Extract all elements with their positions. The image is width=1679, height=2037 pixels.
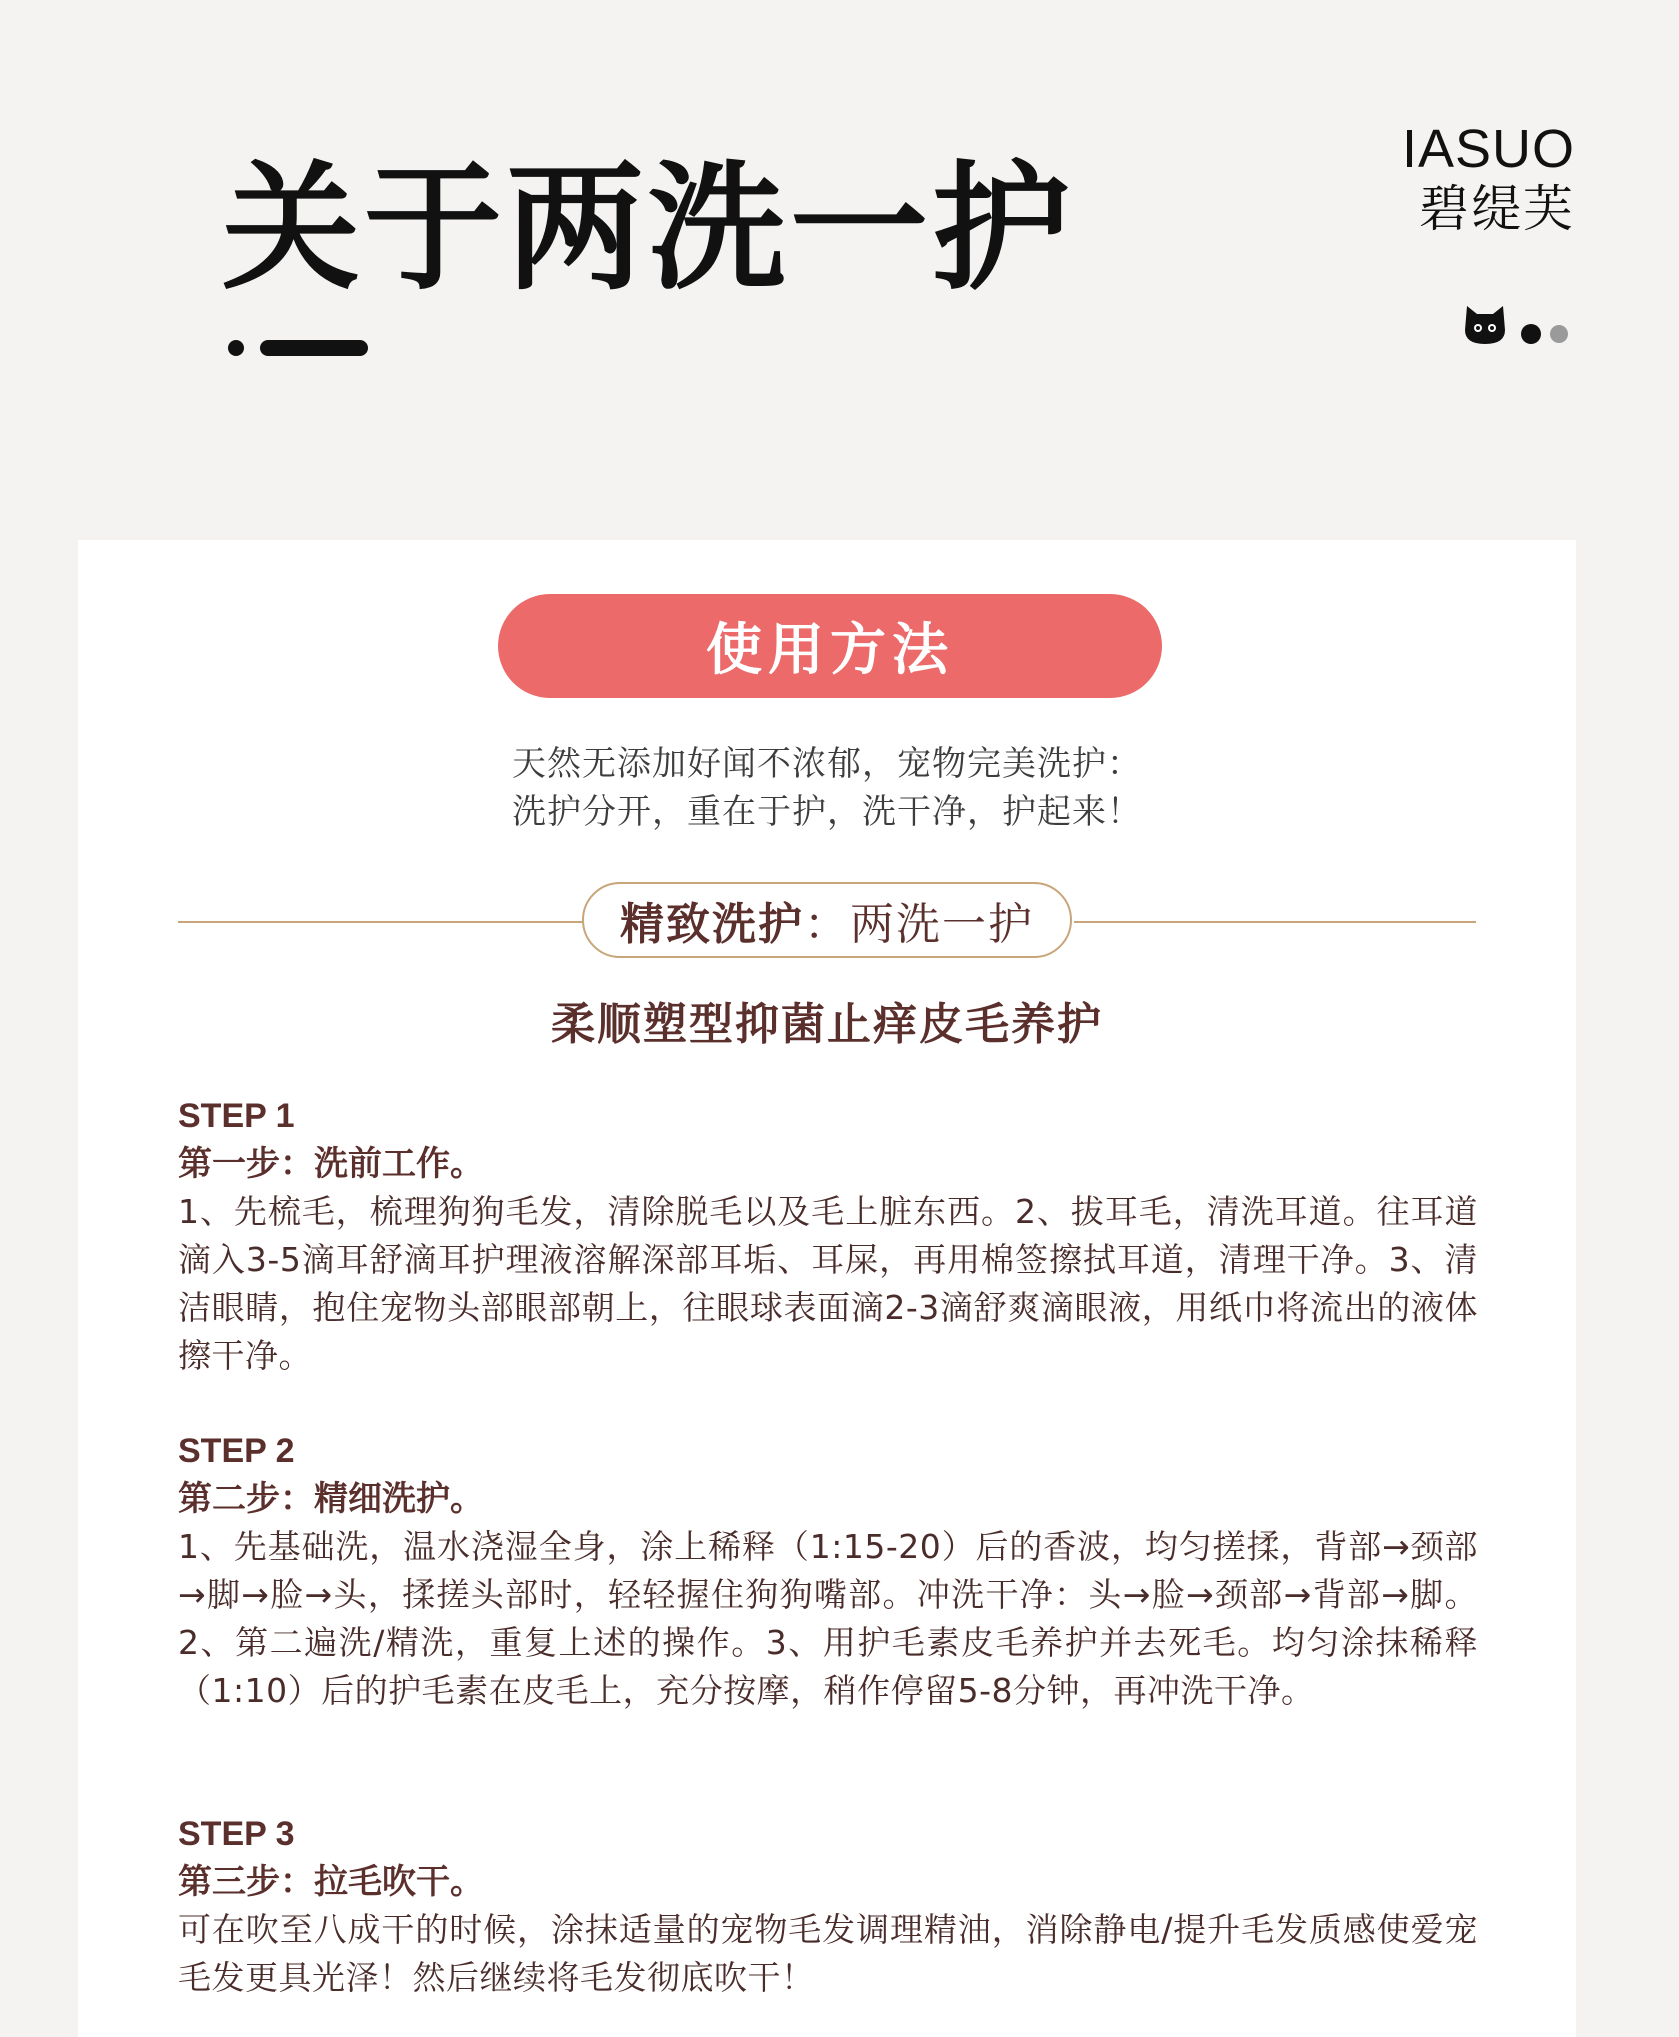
brand-block: [1402, 120, 1575, 239]
step-label: STEP 1: [178, 1097, 295, 1135]
section-subtitle: 柔顺塑型抑菌止痒皮毛养护: [551, 999, 1103, 1050]
section-badge: [582, 882, 1072, 958]
page-title: 关于两洗一护: [222, 148, 1075, 309]
step-block-3: [178, 1810, 1478, 2002]
step-label: STEP 3: [178, 1815, 295, 1853]
brand-name-cn: 碧缇芙: [1419, 180, 1575, 239]
section-badge-bold: 精致洗护: [620, 899, 804, 950]
intro-line-2: 洗护分开，重在于护，洗干净，护起来！: [512, 792, 1142, 832]
brand-name-en: IASUO: [1401, 119, 1575, 179]
step-body: 可在吹至八成干的时候，涂抹适量的宠物毛发调理精油，消除静电/提升毛发质感使爱宠毛发更具光泽！然后继续将毛发彻底吹干！: [178, 1910, 1478, 1997]
section-badge-rest: ：两洗一护: [804, 899, 1034, 950]
intro-line-1: 天然无添加好闻不浓郁，宠物完美洗护：: [512, 744, 1142, 784]
step-label: STEP 2: [178, 1432, 295, 1470]
cat-head-icon: [1463, 300, 1573, 346]
step-title: 第一步：洗前工作。: [178, 1144, 484, 1184]
step-body: 1、先基础洗，温水浇湿全身，涂上稀释（1:15-20）后的香波，均匀搓揉，背部→颈部→脚→脸→头，揉搓头部时，轻轻握住狗狗嘴部。冲洗干净：头→脸→颈部→背部→脚。2、第二遍洗/精洗，重复上述的操作。3、用护毛素皮毛养护并去死毛。均匀涂抹稀释（1:10）后的护毛素在皮毛上，充分按摩，稍作停留5-8分钟，再冲洗干净。: [178, 1527, 1478, 1710]
step-title: 第二步：精细洗护。: [178, 1479, 484, 1519]
decoration-bar: [260, 340, 368, 356]
usage-method-pill: 使用方法: [498, 594, 1162, 698]
step-title: 第三步：拉毛吹干。: [178, 1862, 484, 1902]
decoration-dot: [228, 340, 244, 356]
usage-card: [78, 540, 1576, 2037]
divider-right: [1074, 921, 1476, 923]
step-body: 1、先梳毛，梳理狗狗毛发，清除脱毛以及毛上脏东西。2、拔耳毛，清洗耳道。往耳道滴入3-5滴耳舒滴耳护理液溶解深部耳垢、耳屎，再用棉签擦拭耳道，清理干净。3、清洁眼睛，抱住宠物头部眼部朝上，往眼球表面滴2-3滴舒爽滴眼液，用纸巾将流出的液体擦干净。: [178, 1192, 1478, 1375]
step-block-1: [178, 1092, 1478, 1380]
intro-text: [78, 740, 1576, 836]
step-block-2: [178, 1427, 1478, 1715]
